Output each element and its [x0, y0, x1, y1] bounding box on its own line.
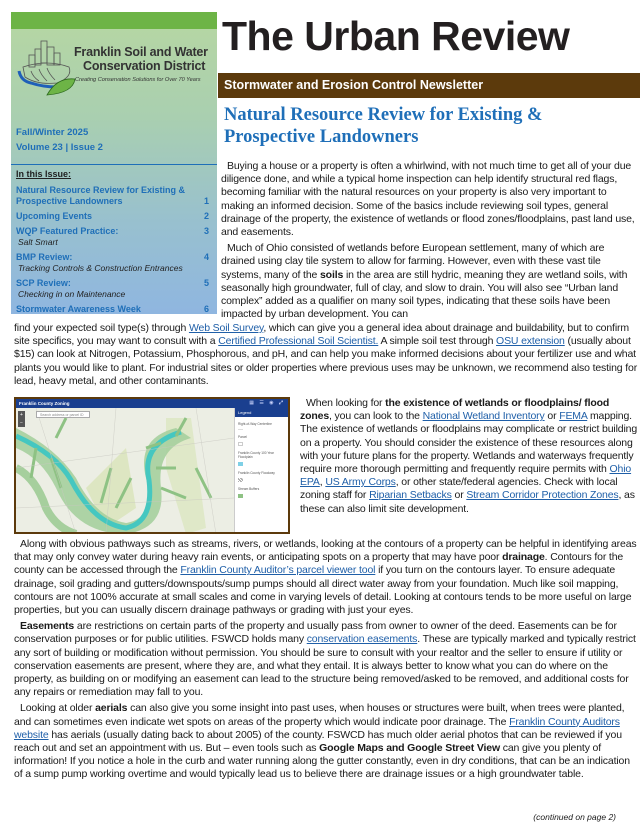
toc-item[interactable]	[16, 211, 209, 222]
paragraph-text: , as these can also limit site development.	[300, 489, 635, 515]
legend-item	[235, 446, 288, 466]
paragraph-soils-cont	[14, 322, 638, 388]
osu-extension-link[interactable]: OSU extension	[496, 335, 565, 348]
auditor-website-link[interactable]: Franklin County Auditors website	[14, 715, 620, 741]
paragraph-text: . These are typically marked and typically restrict any sort of building or modification without permission. You should be sure to consult with your realtor and the seller to ensure if utility or conservation easements are present, where they are, and what they entail. It is always better to know what you can do where on the property, as building on or modifying an easement can lead to the structure being removed/asked to be removed, and additional costs for any repairs or remediation may fall to you.	[14, 633, 636, 699]
paragraph-drainage	[14, 538, 638, 617]
article-body-wetlands	[300, 397, 638, 519]
paragraph-easements	[14, 620, 638, 699]
paragraph-intro	[221, 160, 639, 239]
legend-label: Franklin County Floodway	[238, 471, 275, 475]
toc-item-subtitle: Tracking Controls & Construction Entrances	[18, 263, 183, 273]
legend-label: Right-of-Way Centerline	[238, 422, 272, 426]
paragraph-text: can also give you some insight into past uses, when houses or structures were built, when trees were planted, and can sometimes even indicate wet spots on areas of the property which would indicate poor drainage. The	[14, 702, 625, 728]
toc-item-page: 2	[203, 211, 209, 221]
bold-term: soils	[319, 268, 344, 281]
legend-title: Legend	[235, 408, 288, 417]
zoning-map-image	[14, 397, 290, 534]
toc-item-title[interactable]: SCP Review:	[16, 278, 71, 288]
sidebar	[11, 12, 217, 314]
issue-meta	[11, 111, 217, 155]
paragraph-text: or	[544, 410, 560, 423]
paragraph-text: can give you plenty of information! If you notice a hole in the curb and water running along the gutter constantly, even in dry conditions, that can be an indication of a sump pump working overtime and would typically lead us to believe there are drainage issues or a high groundwater table.	[14, 742, 630, 781]
bold-term: drainage	[502, 551, 545, 564]
toc-item-subtitle: Checking in on Maintenance	[18, 289, 126, 299]
stream-corridor-link[interactable]: Stream Corridor Protection Zones	[466, 489, 619, 502]
legend-label: Stream Buffers	[238, 487, 260, 491]
legend-item	[235, 466, 288, 482]
map-header	[16, 399, 288, 408]
map-toolbar-icons: ▦ ☰ ◉ ⤢	[249, 400, 285, 406]
paragraph-text: Looking at older	[20, 702, 96, 715]
paragraph-text: Buying a house or a property is often a whirlwind, with not much time to get all of your due diligence done, and while a typical home inspection can help identify structural red flags, becoming familiar with the natural resources on your property is also very important to making an informed decision. Some of the basics include reviewing soil types, general drainage of the property, the existence of wetlands or flood zones/floodplains, past land use, and easements.	[221, 160, 635, 239]
paragraph-text: Much of Ohio consisted of wetlands before European settlement, many of which are drained using clay tile system to allow for farming. However, even with these vast tile systems, many of the	[221, 242, 605, 281]
sidebar-top-bar	[11, 12, 217, 29]
bold-term: the existence of wetlands or floodplains/ flood zones	[300, 397, 610, 423]
toc-item-subtitle: Salt Smart	[18, 237, 58, 247]
paragraph-text: A simple soil test through	[378, 335, 497, 348]
bold-term: Easements	[20, 620, 75, 633]
org-name	[74, 45, 208, 73]
bold-term: aerials	[95, 702, 128, 715]
issue-season: Fall/Winter 2025	[16, 127, 89, 138]
toc-item[interactable]	[16, 304, 209, 315]
toc-item-title[interactable]: Natural Resource Review for Existing & Prospective Landowners	[16, 185, 186, 206]
web-soil-survey-link[interactable]: Web Soil Survey	[188, 322, 264, 334]
paragraph-aerials	[14, 702, 638, 781]
fswcd-logo	[11, 29, 217, 111]
toc-item[interactable]	[16, 252, 209, 274]
city-logo-icon	[17, 37, 79, 101]
legend-item	[235, 417, 288, 430]
newsletter-title: The Urban Review	[222, 13, 570, 59]
article-title: Natural Resource Review for Existing & Prospective Landowners	[224, 105, 543, 147]
us-army-corps-link[interactable]: US Army Corps	[325, 476, 396, 489]
paragraph-text: in the area are still hydric, meaning they are wetland soils, with seasonally high groundwater, full of clay, and slow to drain. You will also see “Urban land complex” added as a qualifier on many soil types, indicating that these soils have been impacted by urban development. You can	[221, 268, 628, 321]
continued-note: (continued on page 2)	[533, 812, 616, 822]
paragraph-text: Along with obvious pathways such as streams, rivers, or wetlands, looking at the contours of a property can be helpful in identifying areas that may only convey water during heavy rain events, or anticipating spots on a property that may have poor	[14, 538, 637, 564]
paragraph-text: are restrictions on certain parts of the property and usually pass from owner to owner of the deed. Easements can be for conservation purposes or for public utilities. FSWCD holds many	[14, 620, 617, 646]
subtitle-bar	[218, 73, 640, 98]
soil-scientist-link[interactable]: Certified Professional Soil Scientist.	[218, 335, 379, 348]
paragraph-wetlands	[300, 397, 638, 516]
ohio-epa-link[interactable]: Ohio EPA	[300, 463, 632, 489]
paragraph-text: ,	[319, 476, 326, 489]
map-title: Franklin County Zoning	[19, 401, 70, 406]
paragraph-text: has aerials (usually dating back to about 2005) of the county. FSWCD has much older aerial photos that can be reviewed if you reach out and set an appointment with us. But – even tools such as	[14, 728, 622, 755]
paragraph-text: if you turn on the contours layer. To ensure adequate drainage, soil grading and gutters/downspouts/sump pumps should all direct water away from your foundation. Much like soil mapping, contours are not 100% accurate at small scales and come in varying levels of detail. Looking at contours tends to be more useful on large properties, but you can usually discern drainage pathways or grading with just your eyes.	[14, 564, 632, 617]
map-legend	[234, 408, 288, 532]
toc-item-page: 3	[203, 226, 209, 236]
table-of-contents	[11, 179, 217, 315]
legend-item	[235, 482, 288, 498]
issue-volume: Volume 23 | Issue 2	[16, 142, 103, 153]
article-body-bottom	[14, 538, 638, 785]
article-body-soils-continued	[14, 322, 638, 391]
national-wetland-inventory-link[interactable]: National Wetland Inventory	[422, 410, 545, 423]
auditor-parcel-viewer-link[interactable]: Franklin County Auditor’s parcel viewer tool	[180, 564, 376, 577]
legend-swatch	[238, 494, 243, 498]
toc-item-title[interactable]: BMP Review:	[16, 252, 73, 262]
toc-item[interactable]	[16, 226, 209, 248]
fema-link[interactable]: FEMA	[559, 410, 588, 423]
org-tagline: Creating Conservation Solutions for Over 70 Years	[75, 77, 201, 83]
paragraph-soils	[221, 242, 639, 321]
toc-item[interactable]	[16, 278, 209, 300]
paragraph-text: mapping. The existence of wetlands or floodplains may complicate or restrict building on a property. You should consider the existence of these resources along with your future plans for the property. Wetlands and waterways frequently require more thorough permitting and frequently require permits with	[300, 410, 638, 476]
newsletter-subtitle: Stormwater and Erosion Control Newsletter	[224, 78, 484, 92]
paragraph-text: . Contours for the county can be accessed through the	[14, 551, 624, 577]
toc-item-page: 5	[203, 278, 209, 288]
bold-term: Google Maps and Google Street View	[319, 742, 500, 755]
map-search-input[interactable]: Search address or parcel ID	[36, 411, 90, 418]
paragraph-text: find your expected soil type(s) through	[14, 322, 189, 334]
conservation-easements-link[interactable]: conservation easements	[306, 633, 418, 646]
map-canvas	[16, 408, 234, 534]
paragraph-text: , which can give you a general idea about drainage and buildability, but to confirm site specifics, you may want to consult with a	[14, 322, 629, 348]
toc-item-title[interactable]: Stormwater Awareness Week	[16, 304, 141, 314]
legend-label: Franklin County 100 Year Floodplain	[238, 451, 274, 459]
paragraph-text: , or other state/federal agencies. Check with local zoning staff for	[300, 476, 618, 502]
org-name-line1: Franklin Soil and Water	[74, 45, 208, 59]
legend-label: Parcel	[238, 435, 248, 439]
paragraph-text: (usually about $15) can look at Nitrogen, Potassium, Phosphorous, and pH, and can help you make informed decisions about your fertilizer use and what plants you would like to plant. For industrial sites or older properties where previous uses may be unknown, we recommend also testing for lead, heavy metal, and other contaminants.	[14, 335, 638, 387]
legend-item	[235, 430, 288, 446]
toc-item-title[interactable]: Upcoming Events	[16, 211, 93, 221]
toc-item-title[interactable]: WQP Featured Practice:	[16, 226, 119, 236]
toc-heading: In this Issue:	[16, 169, 72, 179]
toc-item[interactable]	[16, 185, 209, 207]
org-name-line2: Conservation District	[83, 59, 206, 73]
article-body-top	[221, 160, 639, 324]
paragraph-text: or	[451, 489, 467, 502]
paragraph-text: When looking for	[306, 397, 386, 409]
toc-item-page: 6	[203, 304, 209, 314]
toc-item-page: 4	[203, 252, 209, 262]
map-zoom-control[interactable]: + −	[18, 411, 25, 427]
riparian-setbacks-link[interactable]: Riparian Setbacks	[369, 489, 452, 502]
toc-item-page: 1	[203, 196, 209, 206]
paragraph-text: , you can look to the	[329, 410, 423, 423]
